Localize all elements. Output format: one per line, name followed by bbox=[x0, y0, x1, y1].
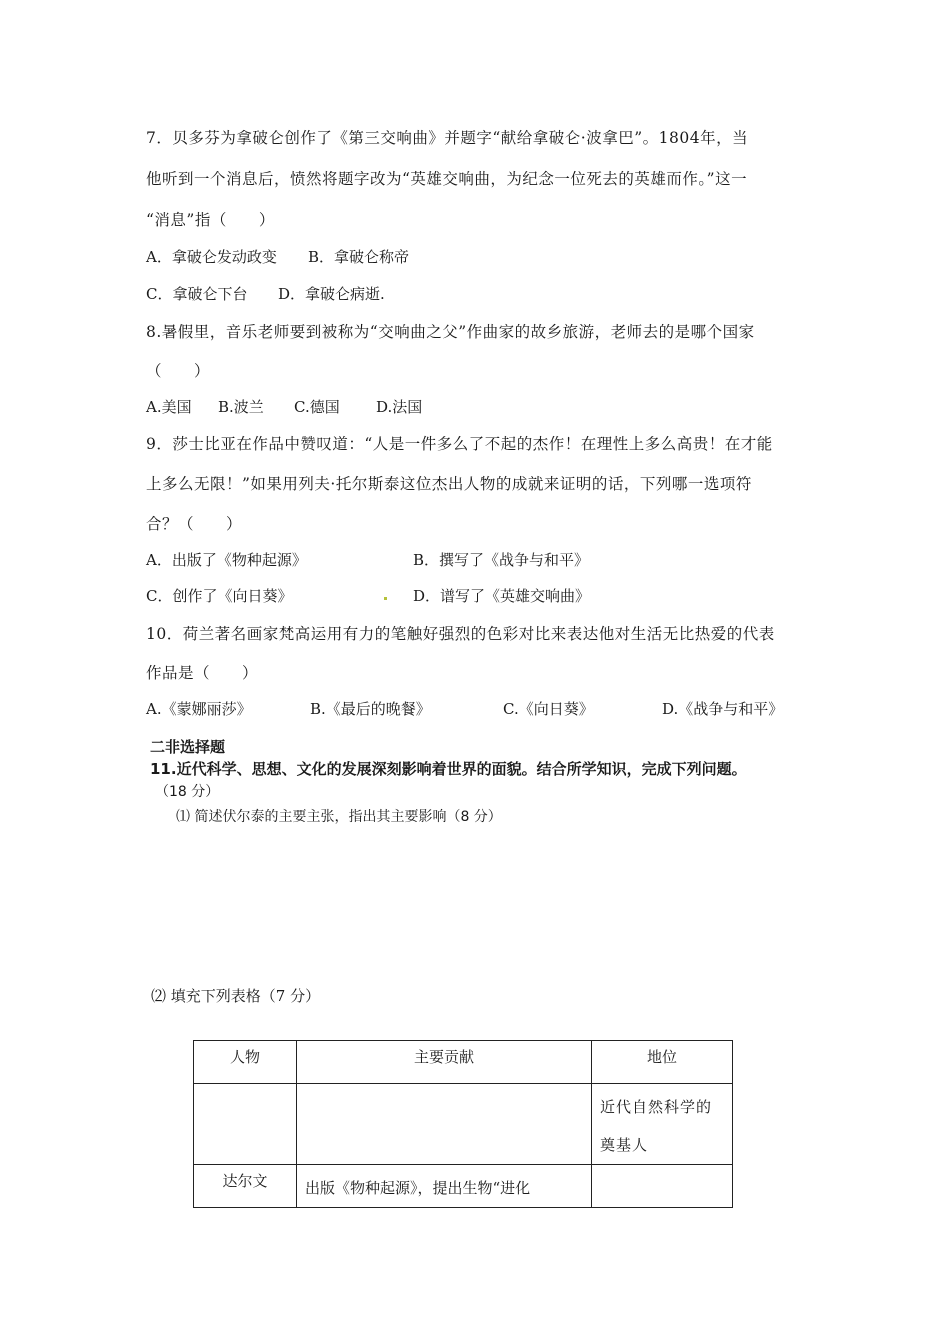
row2-contribution: 出版《物种起源》，提出生物“进化 bbox=[297, 1165, 592, 1208]
q11-sub-question-2: ⑵ 填充下列表格（7 分） bbox=[151, 987, 321, 1005]
q8-option-b: B.波兰 bbox=[218, 398, 264, 416]
q8-stem-line-2: （ ） bbox=[146, 362, 211, 380]
q10-option-d: D.《战争与和平》 bbox=[662, 700, 784, 718]
q7-stem-line-1: 7．贝多芬为拿破仑创作了《第三交响曲》并题字“献给拿破仑·波拿巴”。1804年，当 bbox=[146, 129, 749, 147]
q10-option-b: B.《最后的晚餐》 bbox=[310, 700, 431, 718]
row1-person bbox=[194, 1084, 297, 1165]
table-row bbox=[194, 1084, 733, 1165]
q9-stem-line-2: 上多么无限！”如果用列夫·托尔斯泰这位杰出人物的成就来证明的话，下列哪一选项符 bbox=[146, 475, 752, 493]
q7-option-d: D．拿破仑病逝. bbox=[278, 285, 385, 303]
q10-stem-line-1: 10．荷兰著名画家梵高运用有力的笔触好强烈的色彩对比来表达他对生活无比热爱的代表 bbox=[146, 625, 775, 643]
q10-option-a: A.《蒙娜丽莎》 bbox=[146, 700, 252, 718]
header-status: 地位 bbox=[592, 1041, 733, 1084]
row2-person: 达尔文 bbox=[194, 1165, 297, 1208]
q9-stem-line-1: 9．莎士比亚在作品中赞叹道：“人是一件多么了不起的杰作！在理性上多么高贵！在才能 bbox=[146, 435, 773, 453]
q7-option-b: B．拿破仑称帝 bbox=[308, 248, 410, 266]
q7-option-a: A．拿破仑发动政变 bbox=[146, 248, 277, 266]
row1-status: 近代自然科学的奠基人 bbox=[592, 1084, 733, 1165]
table-header-row bbox=[194, 1041, 733, 1084]
q7-stem-line-3: “消息”指（ ） bbox=[146, 211, 275, 229]
contribution-table bbox=[193, 1040, 733, 1208]
q8-stem-line-1: 8.暑假里，音乐老师要到被称为“交响曲之父”作曲家的故乡旅游，老师去的是哪个国家 bbox=[146, 323, 755, 341]
stray-dot-mark bbox=[384, 597, 387, 600]
q11-sub-question-1: ⑴ 简述伏尔泰的主要主张，指出其主要影响（8 分） bbox=[176, 809, 502, 825]
q9-option-a: A．出版了《物种起源》 bbox=[146, 551, 307, 569]
q11-stem-line-2: （18 分） bbox=[155, 784, 220, 800]
section-heading: 二非选择题 bbox=[150, 738, 226, 756]
header-person: 人物 bbox=[194, 1041, 297, 1084]
q9-stem-line-3: 合？（ ） bbox=[146, 515, 243, 533]
q8-option-c: C.德国 bbox=[294, 398, 340, 416]
q9-option-c: C．创作了《向日葵》 bbox=[146, 587, 293, 605]
row2-status bbox=[592, 1165, 733, 1208]
q7-option-c: C．拿破仑下台 bbox=[146, 285, 248, 303]
table-row bbox=[194, 1165, 733, 1208]
q8-option-a: A.美国 bbox=[146, 398, 192, 416]
header-contribution: 主要贡献 bbox=[297, 1041, 592, 1084]
q9-option-d: D．谱写了《英雄交响曲》 bbox=[413, 587, 591, 605]
row1-contribution bbox=[297, 1084, 592, 1165]
q8-option-d: D.法国 bbox=[376, 398, 423, 416]
q10-option-c: C.《向日葵》 bbox=[503, 700, 594, 718]
q9-option-b: B．撰写了《战争与和平》 bbox=[413, 551, 590, 569]
q11-stem-line-1: 11.近代科学、思想、文化的发展深刻影响着世界的面貌。结合所学知识，完成下列问题。 bbox=[150, 760, 747, 778]
q7-stem-line-2: 他听到一个消息后，愤然将题字改为“英雄交响曲，为纪念一位死去的英雄而作。”这一 bbox=[146, 170, 748, 188]
q10-stem-line-2: 作品是（ ） bbox=[146, 664, 259, 682]
